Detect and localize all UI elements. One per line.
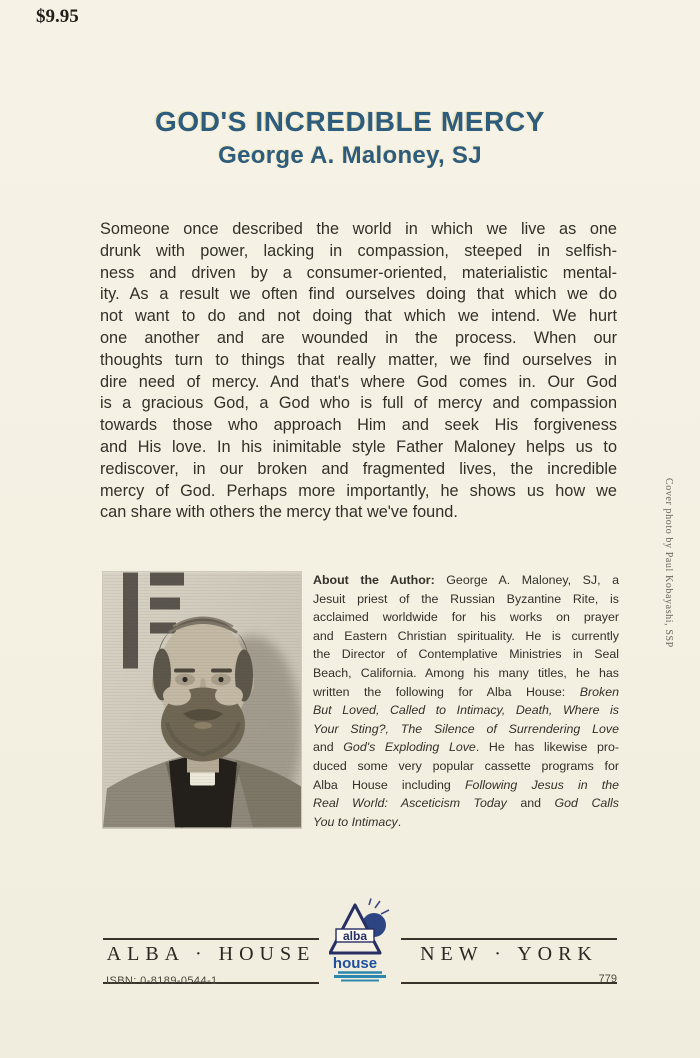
author-portrait-graphic [103, 572, 301, 828]
about-line: acclaimed worldwide for his works on prayer [313, 610, 619, 625]
synopsis-line: mercy of God. Perhaps more importantly, he shows us how we [100, 481, 617, 500]
synopsis-line: not want to do and not doing that which we intend. We hurt [100, 307, 617, 326]
about-line: and God's Exploding Love. He has likewise pro- [313, 740, 619, 755]
synopsis-line: and His love. In his inimitable style Father Maloney helps us to [100, 437, 617, 456]
synopsis-line: is a gracious God, a God who is full of mercy and compassion [100, 394, 617, 413]
synopsis-paragraph [100, 219, 617, 524]
publisher-name: ALBA · HOUSE [103, 938, 319, 984]
synopsis-line: drunk with power, lacking in compassion, steeped in selfish- [100, 241, 617, 260]
synopsis-line: ness and driven by a consumer-oriented, materialistic mental- [100, 263, 617, 282]
about-line: Beach, California. Among his many titles, he has [313, 665, 619, 680]
about-the-author [313, 571, 619, 831]
logo-word-house: house [332, 955, 378, 972]
about-line: the Director of Contemplative Ministries in Seal [313, 647, 619, 662]
alba-house-logo-icon [329, 898, 391, 984]
about-line: You to Intimacy. [313, 814, 402, 829]
synopsis-line: dire need of mercy. And that's where God comes in. Our God [100, 372, 617, 391]
isbn-label: ISBN: 0-8189-0544-1 [106, 975, 218, 987]
about-line: Your Sting?, The Silence of Surrendering Love [313, 721, 619, 736]
synopsis-line: Someone once described the world in which we live as one [100, 220, 617, 238]
about-line: Real World: Asceticism Today and God Calls [313, 796, 619, 811]
about-line: Jesuit priest of the Russian Byzantine Rite, is [313, 591, 619, 606]
logo-word-alba: alba [342, 929, 368, 943]
photo-credit: Cover photo by Paul Kobayashi, SSP [663, 478, 674, 648]
price-label: $9.95 [36, 6, 79, 27]
synopsis-line: can share with others the mercy that we've found. [100, 503, 458, 522]
book-title: GOD'S INCREDIBLE MERCY [154, 106, 546, 137]
publisher-city: NEW · YORK [401, 938, 617, 984]
book-author: George A. Maloney, SJ [218, 142, 482, 169]
synopsis-line: rediscover, in our broken and fragmented lives, the incredible [100, 459, 617, 478]
about-line: duced some very popular cassette programs for [313, 758, 619, 773]
about-line: written the following for Alba House: Broken [313, 684, 619, 699]
synopsis-line: ity. As a result we often find ourselves doing that which we do [100, 285, 617, 304]
about-line: About the Author: George A. Maloney, SJ, a [313, 573, 619, 587]
author-photo [103, 572, 301, 828]
synopsis-line: thoughts turn to things that really matter, we find ourselves in [100, 350, 617, 369]
about-line: Alba House including Following Jesus in the [313, 777, 620, 792]
about-line: But Loved, Called to Intimacy, Death, Where is [313, 703, 619, 718]
synopsis-line: one another and are wounded in the process. When our [100, 328, 617, 347]
synopsis-line: towards those who approach Him and seek His forgiveness [100, 416, 617, 435]
edition-code: 779 [598, 973, 617, 985]
about-line: and Eastern Christian spirituality. He is currently [313, 628, 619, 643]
